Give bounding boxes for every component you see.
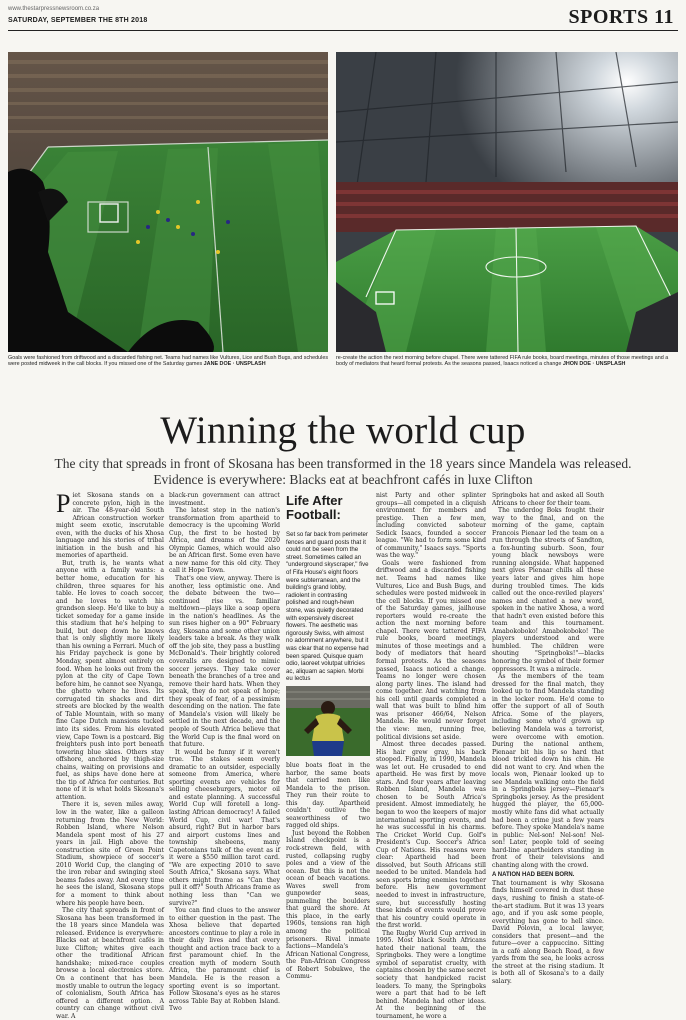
paragraph: The latest step in the nation's transformation from apartheid to democracy is the upcoming World Cup, the first to be hosted by Africa, and dreams of the 2020 Olympic Games, which would also be an African first. Some even have a new name for this old city. They call it Hope Town. <box>169 507 280 575</box>
paragraph: That's one view, anyway. There is another, less optimistic one. And the debate between the two—continued rise vs. familiar meltdown—plays like a soap opera in the nation's headlines. As the sun rises higher on a 90° February day, Skosana and some other union leaders take a break. As they walk off the job site, they pass a bustling McDonald's. Their brightly colored coveralls are designed to mimic soccer jerseys. They take cover beneath the branches of a tree and remove their hard hats. When they speak, they do not speak of hope; they speak of fear, of a pessimism descending on the nation. The fate of Mandela's vision will likely be settled in the next decade, and the people of South Africa believe that the World Cup is the final word on that future. <box>169 575 280 749</box>
paragraph: nist Party and other splinter groups—all competed in a cliquish environment for members and prestige. Then a few men, including convicted saboteur Sedick Isaacs, founded a soccer league. "We had to form some kind of community," Isaacs says. "Sports was the way." <box>376 492 486 560</box>
site-url: www.thestarpressnewsroom.co.za <box>8 6 100 12</box>
photo-caption-left <box>8 355 330 368</box>
paragraph: Just beyond the Robben Island checkpoint is a rock-strewn field, with rusted, collapsing rugby poles and a view of the ocean. But this is not the ocean of beach vacations. Waves swell from gunpowder seas, pummeling the boulders that guard the shore. At this place, in the early 1960s, tensions ran high among the political prisoners. Rival inmate factions—Mandela's African National Congress, the Pan-African Congress of Robert Sobukwe, the Commu- <box>286 829 370 981</box>
paragraph: You can find clues to the answer to either question in the past. The Xhosa believe that departed ancestors continue to play a role in their daily lives and that every thought and action trace back to a first paramount chief. In the creation myth of modern South Africa, the paramount chief is Mandela. He is the reason a sporting event is so important. Follow Skosana's eyes as he stares across Table Bay at Robben Island. Two <box>169 907 280 1013</box>
masthead-rule <box>8 30 678 31</box>
paragraph: Goals were fashioned from driftwood and a discarded fishing net. Teams had names like Vultures, Lice and Bush Bugs, and schedules were posted midweek in the cell blocks. If you missed one of the Saturday games, jailhouse reporters would re-create the action the next morning before chapel. There were tattered FIFA rule books, board meetings, minutes of those meetings and a body of mediators that heard formal protests. As the seasons passed, Isaacs noticed a change. Teams no longer were chosen along party lines. The island had come together. And watching from his cell until guards completed a wall that was built to blind him was prisoner 466/64, Nelson Mandela. He would never forget the view: men, running free, political divisions set aside. <box>376 559 486 741</box>
sidebar-title: Life After Football: <box>286 493 343 522</box>
column-4 <box>376 492 486 1020</box>
photo-stadium-lights <box>336 52 678 352</box>
sidebar-body <box>286 531 370 683</box>
standfirst: The city that spreads in front of Skosana has been transformed in the 18 years since Mandela was released. Evidence is everywhere: Blacks eat at beachfront cafés in luxe Clifton <box>54 456 632 487</box>
paragraph: The underdog Boks fought their way to the final, and on the morning of the game, captain Francois Pienaar led the team on a run through the streets of Sandton, a fox-hunting suburb. Soon, four young black newsboys were running alongside. What happened next gives Pienaar chills all these years later and gives him hope during troubled times. The kids called out the once-reviled players' names and chanted a new word, spoken in the native Xhosa, a word that hadn't even existed before this team and this tournament. Amabokoboko! Amabokoboko! The players understood and were humbled. The children were shouting "Springboks!"—blacks honoring the symbol of their former oppressors. It was a miracle. <box>492 507 604 673</box>
photo-football-player <box>286 686 370 756</box>
paragraph: blue boats float in the harbor, the same boats that carried men like Mandela to the prison. They run their route to this day. Apartheid couldn't outlive the seaworthiness of two ragged old ships. <box>286 762 370 830</box>
paragraph: The Rugby World Cup arrived in 1995. Most black South Africans hated their national team, the Springboks. They were a longtime symbol of separatist cruelty, with captains chosen by the same secret society that handpicked racist leaders. To many, the Springboks were a part that had to be left behind. Mandela had other ideas. At the beginning of the tournament, he wore a <box>376 929 486 1020</box>
paragraph: The city that spreads in front of Skosana has been transformed in the 18 years since Mandela was released. Evidence is everywhere: Blacks eat at beachfront cafés in luxe Clifton; whites give each other the traditional African handshake; mixed-race couples browse a local electronics store. On a continent that has been mostly unable to outrun the legacy of colonialism, South Africa has offered a different option. A country can change without civil war. A <box>56 907 164 1020</box>
paragraph: Springboks hat and asked all South Africans to cheer for their team. <box>492 492 604 507</box>
headline: Winning the world cup <box>160 409 526 452</box>
issue-date: SATURDAY, SEPTEMBER THE 8TH 2018 <box>8 17 148 24</box>
photo-stadium-match <box>8 52 328 352</box>
paragraph: iet Skosana stands on a concrete pylon, high in the air. The 48-year-old South African construction worker might seem exotic, inscrutable even, with the ducks of his Xhosa language and his stories of tribal initiation in the bush and his memories of apartheid. <box>56 492 164 560</box>
column-5 <box>492 492 604 986</box>
photo-credit: JHON DOE · UNSPLASH <box>562 361 626 368</box>
paragraph: There it is, seven miles away, low in the water, like a galleon returning from the New World: Robben Island, where Nelson Mandela spent most of his 27 years in jail. High above the construction site of Green Point Stadium, showpiece of soccer's 2010 World Cup, the clanging of the iron rebar and swinging steel beams fades away. And every time he sees the island, Skosana stops for a moment to think about where his people have been. <box>56 801 164 907</box>
dropcap: P <box>56 489 71 518</box>
paragraph: As the members of the team dressed for the final match, they looked up to find Mandela standing in the locker room. He'd come to offer the support of all of South Africa. Some of the players, including some who'd grown up believing Mandela was a terrorist, were overcome with emotion. During the national anthem, Pienaar bit his lip so hard that blood trickled down his chin. He did not want to cry. And when the locals won, Pienaar looked up to see Mandela walking onto the field in a Springboks jersey—Pienaar's Springboks jersey. As the president hugged the player, the 65,000-mostly white fans did what actually had been a crime just a few years before. They spoke Mandela's name in public: Nel-son! Nel-son! Nel-son! Later, people told of seeing hard-line apartheiders standing in front of their televisions and chanting along with the crowd. <box>492 673 604 869</box>
column-2 <box>169 492 280 1013</box>
paragraph: That tournament is why Skosana finds himself covered in dust these days, rushing to finish a state-of-the-art stadium. But it was 13 years ago, and if you ask some people, everything has gone to hell since. David Polovin, a local lawyer, considers that present—and the future—over a cappuccino. Sitting in a café along Beach Road, a few yards from the sea, he looks across the street at the rising stadium. It is both all of Skosana's to a daily salary. <box>492 879 604 985</box>
section-title: SPORTS 11 <box>568 6 674 28</box>
paragraph: black-run government can attract investment. <box>169 492 280 507</box>
photo-caption-right <box>336 355 678 368</box>
paragraph: It would be funny if it weren't true. The stakes seem overly dramatic to an outsider, especially someone from America, where sporting events are vehicles for selling cheeseburgers, motor oil and estate planning. A successful World Cup will foretell a long-lasting African democracy! A failed World Cup, civil war! That's absurd, right? But in harbor bars and airport customs lines and township shebeens, many Capetonians talk of the event as if it were a $550 million tarot card. "We are expecting 2010 to save South Africa," Skosana says. What others might frame as "Can they pull it off?" South Africans frame as nothing less than "Can we survive?" <box>169 748 280 907</box>
sidebar-text: Set so far back from perimeter fences and guard posts that it could not be seen from the street. Sometimes called an "underground skyscraper," five of Fifa House's eight floors were subterranean, and the building's grand lobby, radiolent in contrasting polished and rough-hewn stone, was quietly decorated with expensively discreet flowers. The aesthetic was rigorously Swiss, with almost no adornment anywhere, but it was clear that no expense had been spared. Quisque quam odio, laoreet volutpat ultricies ac, aliquam ac sapien. Morbi eu lectus <box>286 531 369 683</box>
column-1 <box>56 489 164 1020</box>
paragraph: But, truth is, he wants what anyone with a family wants: a better home, education for his children, three squares for his table. He loves to coach soccer, and he loves to watch his grandson sleep. He'd like to buy a ticket someday for a game inside this stadium that he's helping to build, but deep down he knows that is only slightly more likely than his owning a Ferrari. Much of his Friday paycheck is gone by Monday, spent almost entirely on food. When he looks out from the pylon at the city of Cape Town before him, he cannot see Nyanga, the ghetto where he lives. Its corrugated tin shacks and dirt streets are blocked by the wealth of Table Mountain, with so many fine Cape Dutch mansions tucked into its sides. From his elevated view, Cape Town is a postcard. Big freighters push into port beneath towering blue skies. Others stay offshore, anchored by thigh-size chains, waiting on provisions and fuel, as ships have done here at the tip of Africa for centuries. But none of it is what holds Skosana's attention. <box>56 559 164 801</box>
paragraph: Almost three decades passed. His hair grew gray, his back stooped. Finally, in 1990, Mandela was let out. He crusaded to end apartheid. He was first by move stars. And four years after leaving Robben Island, Mandela was chosen to be South Africa's president. Almost immediately, he began to woo the keepers of major international sporting events, and he was successful in his charms. The Cricket World Cup. Golf's President's Cup. Soccer's Africa Cup of Nations. His reasons were clear: Apartheid had been dissolved, but South Africans still needed to be united. Mandela had seen sports bring enemies together before. His new government needed to invest in infrastructure, sure, but successfully hosting these kinds of events would prove that his country could operate in the first world. <box>376 741 486 930</box>
caption-text: Goals were fashioned from driftwood and a discarded fishing net. Teams had names like Vultures, Lice and Bush Bugs, and schedules were posted midweek in the call blocks. If you missed one of the Saturday games <box>8 355 329 368</box>
subhead: A NATION HAD BEEN BORN. <box>492 872 575 879</box>
caption-text: re-create the action the next morning before chapel. There were tattered FIFA rule books, board meetings, minutes of those meetings and a body of mediators that heard formal protests. As the seasons passed, Isaacs noticed a change <box>336 355 669 368</box>
column-3-continued <box>286 762 370 981</box>
photo-credit: JANE DOE · UNSPLASH <box>203 361 266 368</box>
